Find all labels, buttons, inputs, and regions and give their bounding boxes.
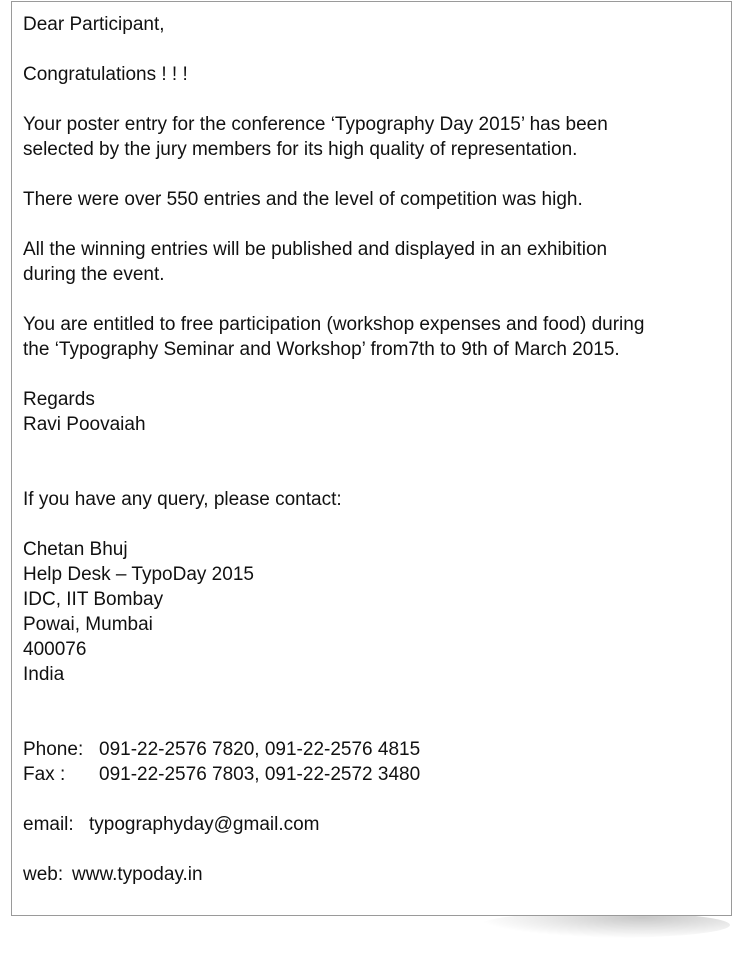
participation-paragraph — [23, 312, 723, 362]
contact-org: IDC, IIT Bombay — [23, 589, 164, 610]
entries-paragraph: There were over 550 entries and the level of competition was high. — [23, 189, 583, 210]
exhibition-line-1: All the winning entries will be published and displayed in an exhibition — [23, 239, 608, 260]
phone-row — [23, 737, 723, 762]
web-value: www.typoday.in — [72, 864, 203, 885]
signature-name: Ravi Poovaiah — [23, 414, 146, 435]
contact-intro: If you have any query, please contact: — [23, 489, 342, 510]
fax-value: 091-22-2576 7803, 091-22-2572 3480 — [99, 764, 421, 785]
web-row — [23, 862, 723, 887]
email-value: typographyday@gmail.com — [89, 814, 320, 835]
selection-line-2: selected by the jury members for its high quality of representation. — [23, 139, 578, 160]
fax-label: Fax : — [23, 764, 66, 785]
participation-line-2: the ‘Typography Seminar and Workshop’ from7th to 9th of March 2015. — [23, 339, 620, 360]
phone-fax-block — [23, 737, 723, 787]
contact-city: Powai, Mumbai — [23, 614, 153, 635]
contact-pin: 400076 — [23, 639, 87, 660]
closing: Regards — [23, 389, 95, 410]
selection-line-1: Your poster entry for the conference ‘Typography Day 2015’ has been — [23, 114, 608, 135]
contact-role: Help Desk – TypoDay 2015 — [23, 564, 254, 585]
participation-line-1: You are entitled to free participation (workshop expenses and food) during — [23, 314, 645, 335]
contact-address — [23, 537, 723, 687]
email-row — [23, 812, 723, 837]
exhibition-paragraph — [23, 237, 723, 287]
contact-name: Chetan Bhuj — [23, 539, 128, 560]
phone-value: 091-22-2576 7820, 091-22-2576 4815 — [99, 739, 421, 760]
phone-label: Phone: — [23, 739, 84, 760]
sign-off — [23, 387, 723, 437]
exhibition-line-2: during the event. — [23, 264, 165, 285]
congratulations-line: Congratulations ! ! ! — [23, 64, 188, 85]
fax-row — [23, 762, 723, 787]
letter-content — [23, 12, 723, 912]
contact-country: India — [23, 664, 65, 685]
greeting: Dear Participant, — [23, 14, 165, 35]
web-label: web: — [23, 864, 64, 885]
email-label: email: — [23, 814, 74, 835]
selection-paragraph — [23, 112, 723, 162]
letter-sheet — [11, 1, 732, 916]
